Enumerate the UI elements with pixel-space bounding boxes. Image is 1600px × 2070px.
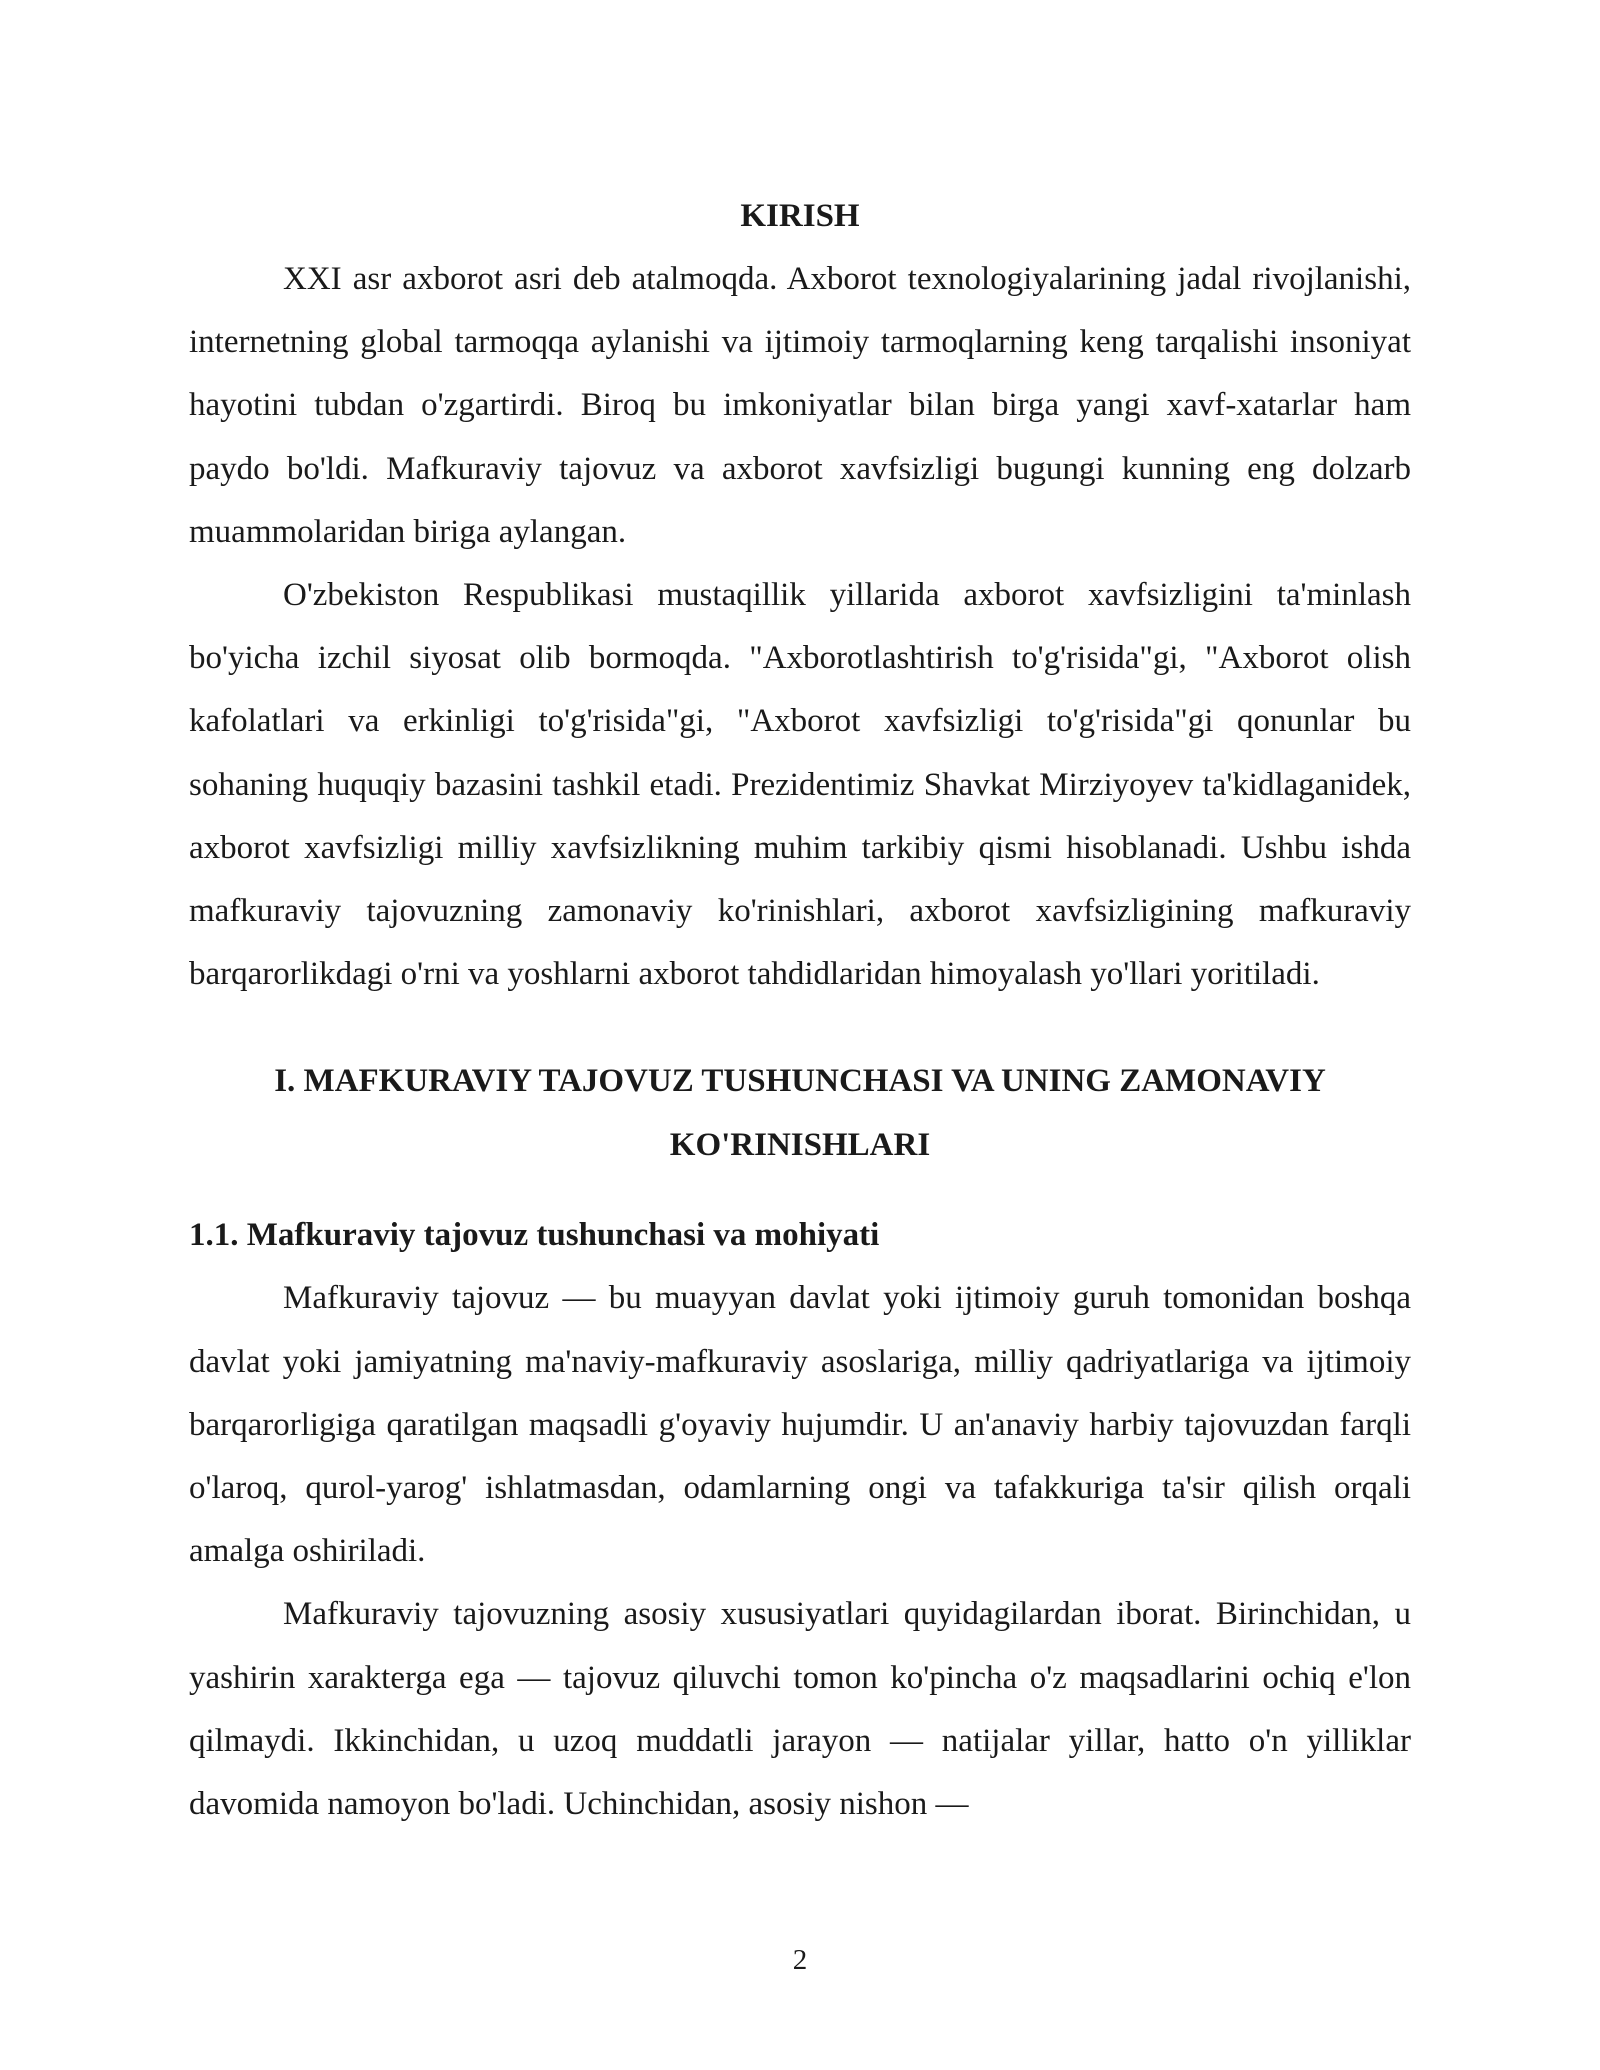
page-content	[189, 185, 1411, 1836]
section-paragraph-2: Mafkuraviy tajovuzning asosiy xususiyatlari quyidagilardan iborat. Birinchidan, u yashirin xarakterga ega — tajovuz qiluvchi tomon ko'pincha o'z maqsadlarini ochiq e'lon qilmaydi. Ikkinchidan, u uzoq muddatli jarayon — natijalar yillar, hatto o'n yilliklar davomida namoyon bo'ladi. Uchinchidan, asosiy nishon —	[189, 1596, 1411, 1823]
section-title: 1.1. Mafkuraviy tajovuz tushunchasi va mohiyati	[189, 1217, 880, 1254]
page-number: 2	[792, 1944, 808, 1976]
intro-paragraph-1: XXI asr axborot asri deb atalmoqda. Axborot texnologiyalarining jadal rivojlanishi, internetning global tarmoqqa aylanishi va ijtimoiy tarmoqlarning keng tarqalishi insoniyat hayotini tubdan o'zgartirdi. Biroq bu imkoniyatlar bilan birga yangi xavf-xatarlar ham paydo bo'ldi. Mafkuraviy tajovuz va axborot xavfsizligi bugungi kunning eng dolzarb muammolaridan biriga aylangan.	[189, 261, 1411, 550]
introduction-heading: KIRISH	[740, 198, 860, 234]
chapter-title: I. MAFKURAVIY TAJOVUZ TUSHUNCHASI VA UNING ZAMONAVIY KO'RINISHLARI	[274, 1063, 1326, 1164]
intro-paragraph-2: O'zbekiston Respublikasi mustaqillik yillarida axborot xavfsizligini ta'minlash bo'yicha izchil siyosat olib bormoqda. "Axborotlashtirish to'g'risida"gi, "Axborot olish kafolatlari va erkinligi to'g'risida"gi, "Axborot xavfsizligi to'g'risida"gi qonunlar bu sohaning huquqiy bazasini tashkil etadi. Prezidentimiz Shavkat Mirziyoyev ta'kidlaganidek, axborot xavfsizligi milliy xavfsizlikning muhim tarkibiy qismi hisoblanadi. Ushbu ishda mafkuraviy tajovuzning zamonaviy ko'rinishlari, axborot xavfsizligining mafkuraviy barqarorlikdagi o'rni va yoshlarni axborot tahdidlaridan himoyalash yo'llari yoritiladi.	[189, 577, 1411, 993]
section-paragraph-1: Mafkuraviy tajovuz — bu muayyan davlat yoki ijtimoiy guruh tomonidan boshqa davlat yoki jamiyatning ma'naviy-mafkuraviy asoslariga, milliy qadriyatlariga va ijtimoiy barqarorligiga qaratilgan maqsadli g'oyaviy hujumdir. U an'anaviy harbiy tajovuzdan farqli o'laroq, qurol-yarog' ishlatmasdan, odamlarning ongi va tafakkuriga ta'sir qilish orqali amalga oshiriladi.	[189, 1280, 1411, 1570]
